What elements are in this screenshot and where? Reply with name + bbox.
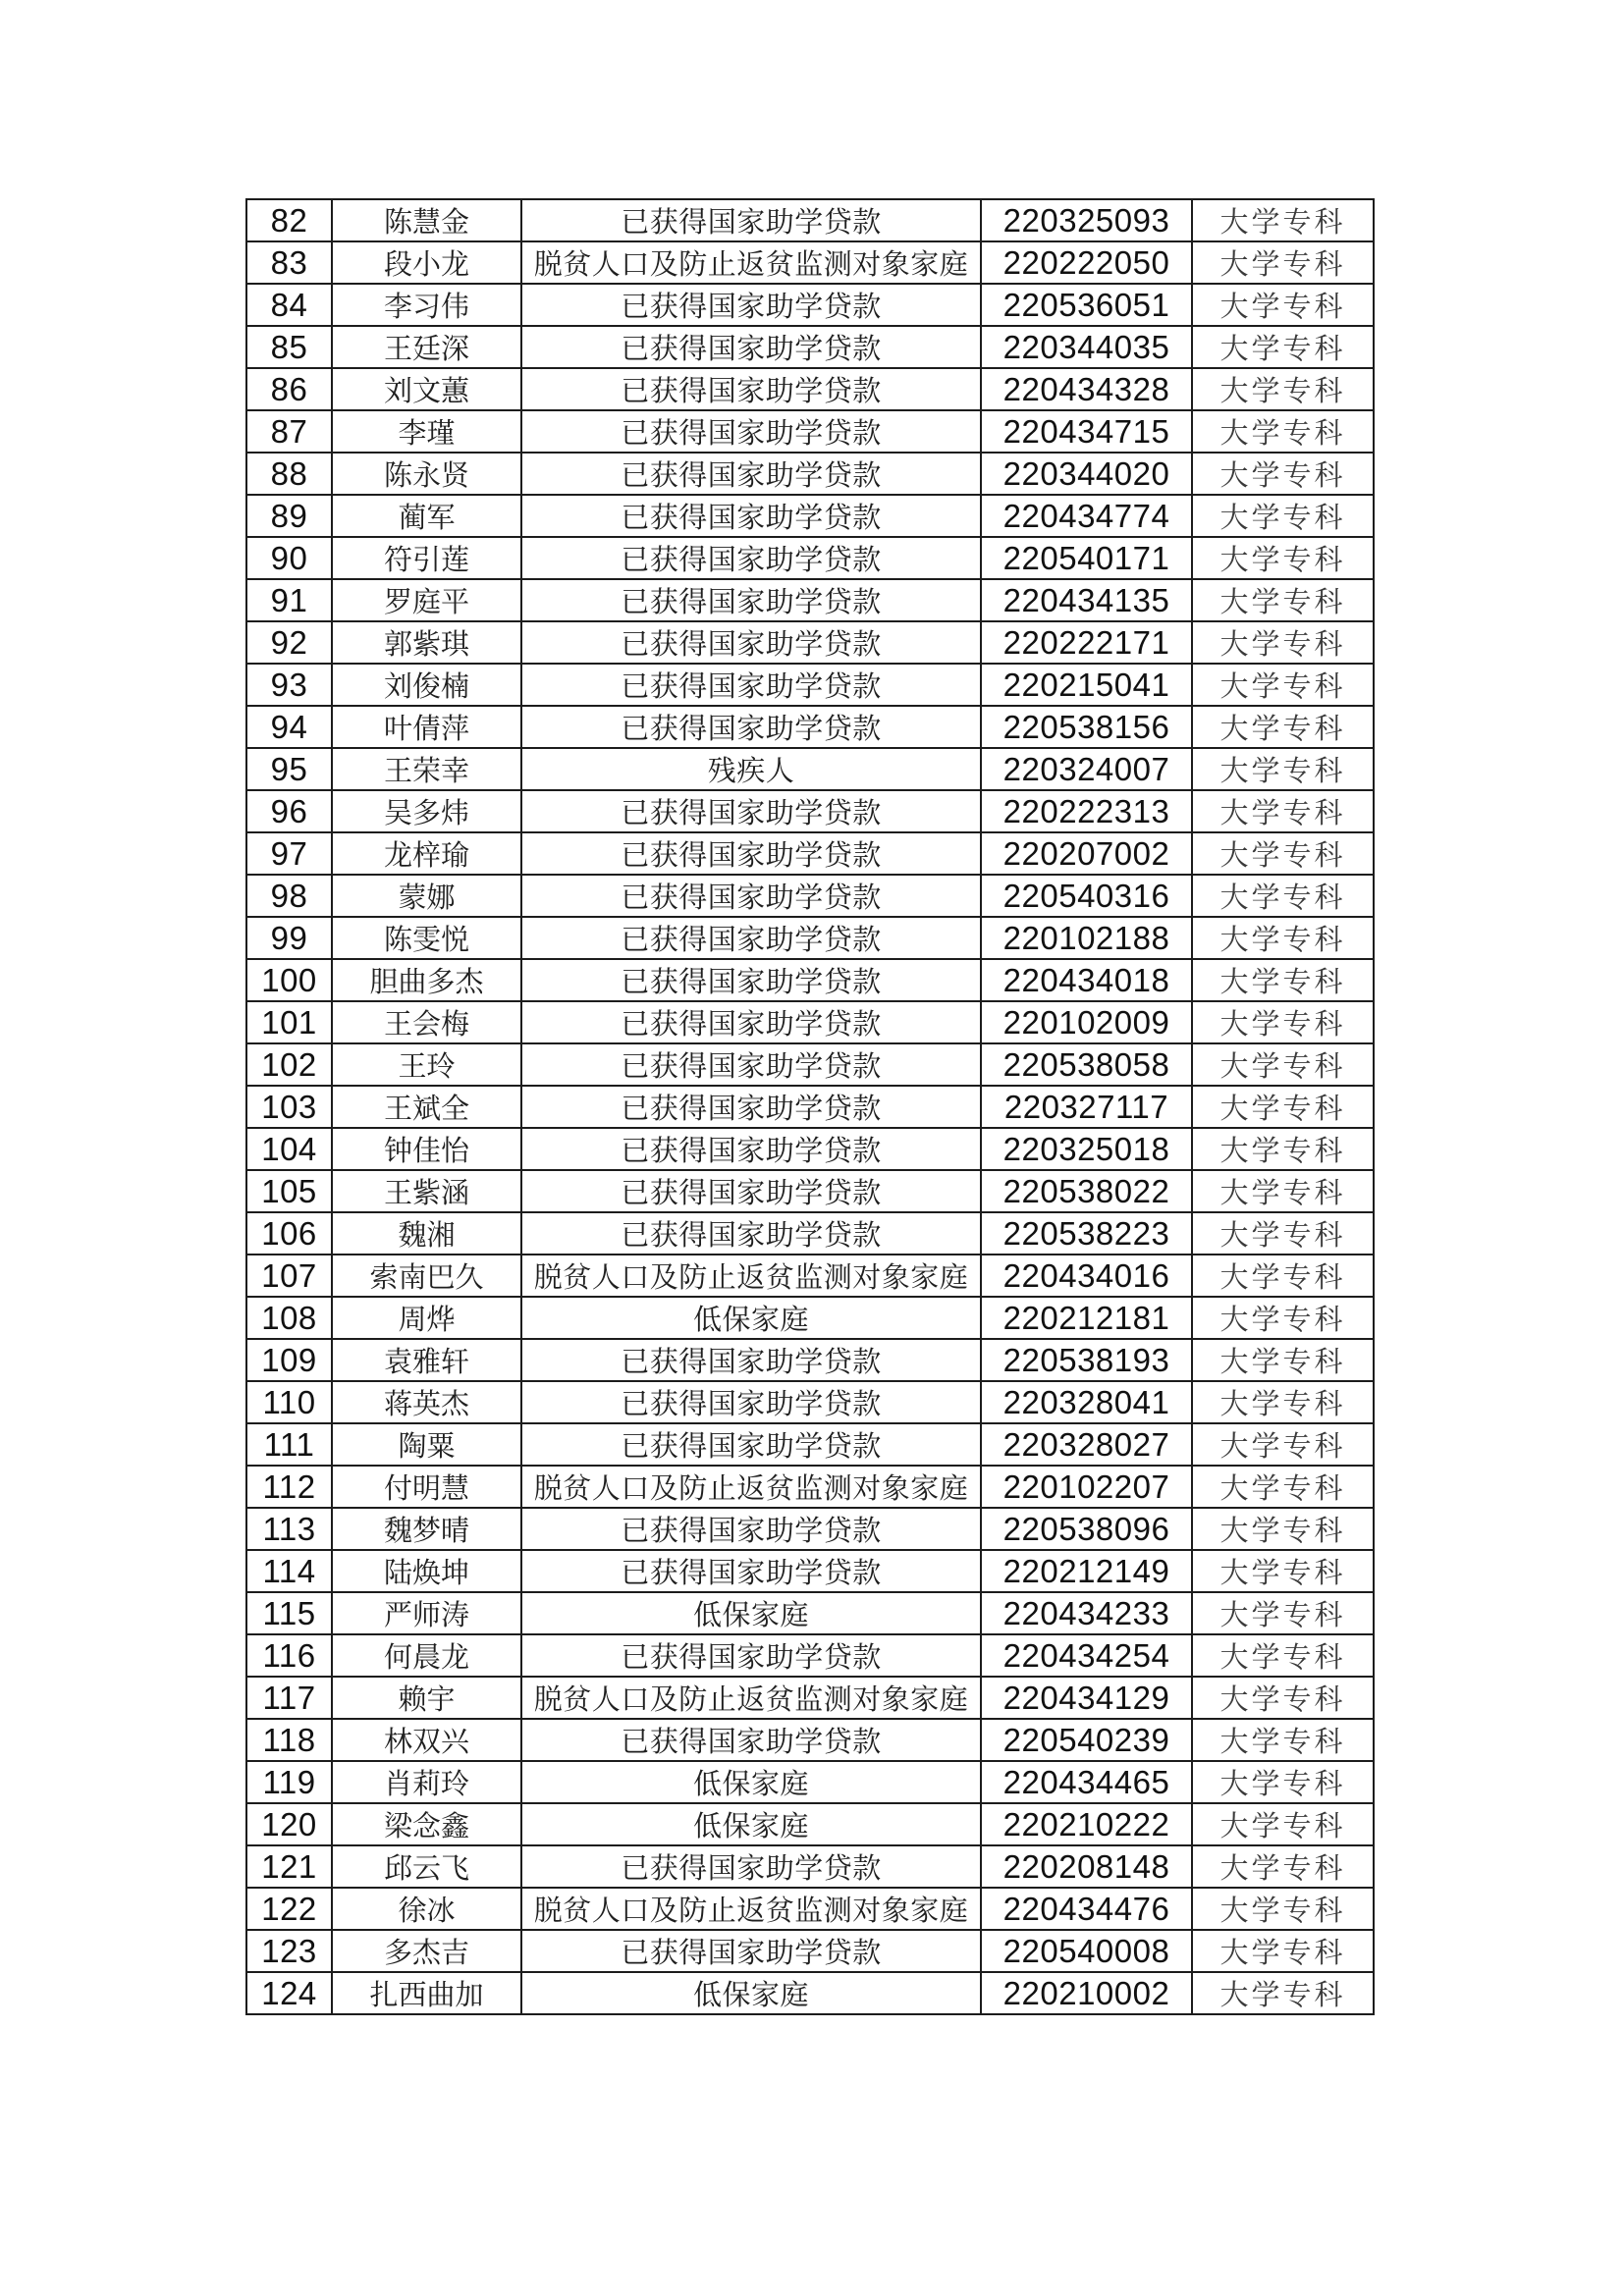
table-row [246,1508,1374,1550]
education-cell: 大学专科 [1192,1719,1374,1761]
seq-cell: 108 [246,1297,332,1339]
id-cell: 220324007 [981,748,1192,790]
education-cell: 大学专科 [1192,579,1374,621]
table-row [246,959,1374,1001]
category-cell: 已获得国家助学贷款 [521,1550,981,1592]
education-cell: 大学专科 [1192,1255,1374,1297]
name-cell: 袁雅轩 [332,1339,521,1381]
category-cell: 已获得国家助学贷款 [521,706,981,748]
category-cell: 脱贫人口及防止返贫监测对象家庭 [521,1888,981,1930]
name-cell: 陶粟 [332,1423,521,1466]
name-cell: 李习伟 [332,284,521,326]
education-cell: 大学专科 [1192,1888,1374,1930]
name-cell: 王玲 [332,1043,521,1086]
name-cell: 陈慧金 [332,199,521,241]
name-cell: 王廷深 [332,326,521,368]
name-cell: 林双兴 [332,1719,521,1761]
table-row [246,1212,1374,1255]
table-row [246,875,1374,917]
id-cell: 220208148 [981,1845,1192,1888]
id-cell: 220215041 [981,664,1192,706]
category-cell: 已获得国家助学贷款 [521,917,981,959]
seq-cell: 110 [246,1381,332,1423]
id-cell: 220328027 [981,1423,1192,1466]
name-cell: 钟佳怡 [332,1128,521,1170]
seq-cell: 116 [246,1634,332,1677]
category-cell: 已获得国家助学贷款 [521,326,981,368]
name-cell: 郭紫琪 [332,621,521,664]
seq-cell: 124 [246,1972,332,2014]
seq-cell: 93 [246,664,332,706]
id-cell: 220434465 [981,1761,1192,1803]
id-cell: 220540008 [981,1930,1192,1972]
seq-cell: 112 [246,1466,332,1508]
id-cell: 220102009 [981,1001,1192,1043]
seq-cell: 101 [246,1001,332,1043]
seq-cell: 98 [246,875,332,917]
education-cell: 大学专科 [1192,1170,1374,1212]
education-cell: 大学专科 [1192,453,1374,495]
education-cell: 大学专科 [1192,495,1374,537]
seq-cell: 90 [246,537,332,579]
table-row [246,790,1374,832]
seq-cell: 106 [246,1212,332,1255]
category-cell: 已获得国家助学贷款 [521,1001,981,1043]
category-cell: 低保家庭 [521,1297,981,1339]
seq-cell: 100 [246,959,332,1001]
seq-cell: 119 [246,1761,332,1803]
category-cell: 已获得国家助学贷款 [521,1212,981,1255]
table-row [246,1086,1374,1128]
education-cell: 大学专科 [1192,1761,1374,1803]
name-cell: 徐冰 [332,1888,521,1930]
name-cell: 王斌全 [332,1086,521,1128]
education-cell: 大学专科 [1192,706,1374,748]
table-row [246,1845,1374,1888]
category-cell: 已获得国家助学贷款 [521,199,981,241]
education-cell: 大学专科 [1192,537,1374,579]
table-row [246,706,1374,748]
category-cell: 已获得国家助学贷款 [521,959,981,1001]
seq-cell: 89 [246,495,332,537]
name-cell: 陈永贤 [332,453,521,495]
id-cell: 220538022 [981,1170,1192,1212]
seq-cell: 96 [246,790,332,832]
category-cell: 已获得国家助学贷款 [521,1845,981,1888]
name-cell: 王荣幸 [332,748,521,790]
seq-cell: 121 [246,1845,332,1888]
education-cell: 大学专科 [1192,664,1374,706]
student-roster-table [245,198,1375,2015]
id-cell: 220434476 [981,1888,1192,1930]
table-row [246,199,1374,241]
table-row [246,453,1374,495]
id-cell: 220327117 [981,1086,1192,1128]
table-row [246,1550,1374,1592]
table-row [246,1972,1374,2014]
education-cell: 大学专科 [1192,959,1374,1001]
category-cell: 低保家庭 [521,1761,981,1803]
name-cell: 扎西曲加 [332,1972,521,2014]
category-cell: 已获得国家助学贷款 [521,1634,981,1677]
table-row [246,368,1374,410]
table-row [246,495,1374,537]
education-cell: 大学专科 [1192,1972,1374,2014]
education-cell: 大学专科 [1192,1086,1374,1128]
category-cell: 已获得国家助学贷款 [521,1086,981,1128]
id-cell: 220325093 [981,199,1192,241]
seq-cell: 95 [246,748,332,790]
category-cell: 已获得国家助学贷款 [521,453,981,495]
name-cell: 符引莲 [332,537,521,579]
education-cell: 大学专科 [1192,1550,1374,1592]
name-cell: 赖宇 [332,1677,521,1719]
table-row [246,410,1374,453]
name-cell: 叶倩萍 [332,706,521,748]
table-row [246,621,1374,664]
name-cell: 罗庭平 [332,579,521,621]
education-cell: 大学专科 [1192,1043,1374,1086]
seq-cell: 104 [246,1128,332,1170]
category-cell: 已获得国家助学贷款 [521,368,981,410]
table-row [246,748,1374,790]
id-cell: 220210222 [981,1803,1192,1845]
education-cell: 大学专科 [1192,832,1374,875]
seq-cell: 83 [246,241,332,284]
id-cell: 220212149 [981,1550,1192,1592]
name-cell: 严师涛 [332,1592,521,1634]
category-cell: 已获得国家助学贷款 [521,1339,981,1381]
name-cell: 李瑾 [332,410,521,453]
id-cell: 220102207 [981,1466,1192,1508]
seq-cell: 85 [246,326,332,368]
name-cell: 王会梅 [332,1001,521,1043]
education-cell: 大学专科 [1192,1466,1374,1508]
category-cell: 已获得国家助学贷款 [521,537,981,579]
category-cell: 已获得国家助学贷款 [521,495,981,537]
education-cell: 大学专科 [1192,1128,1374,1170]
education-cell: 大学专科 [1192,1297,1374,1339]
seq-cell: 113 [246,1508,332,1550]
id-cell: 220538223 [981,1212,1192,1255]
seq-cell: 86 [246,368,332,410]
category-cell: 已获得国家助学贷款 [521,875,981,917]
name-cell: 付明慧 [332,1466,521,1508]
name-cell: 魏湘 [332,1212,521,1255]
table-row [246,241,1374,284]
seq-cell: 107 [246,1255,332,1297]
name-cell: 陆焕坤 [332,1550,521,1592]
id-cell: 220434254 [981,1634,1192,1677]
category-cell: 已获得国家助学贷款 [521,621,981,664]
name-cell: 蒙娜 [332,875,521,917]
table-row [246,1761,1374,1803]
table-row [246,1888,1374,1930]
id-cell: 220102188 [981,917,1192,959]
category-cell: 已获得国家助学贷款 [521,664,981,706]
id-cell: 220434715 [981,410,1192,453]
name-cell: 吴多炜 [332,790,521,832]
table-row [246,1128,1374,1170]
category-cell: 脱贫人口及防止返贫监测对象家庭 [521,1255,981,1297]
seq-cell: 99 [246,917,332,959]
name-cell: 梁念鑫 [332,1803,521,1845]
table-row [246,917,1374,959]
id-cell: 220540239 [981,1719,1192,1761]
name-cell: 蒋英杰 [332,1381,521,1423]
education-cell: 大学专科 [1192,410,1374,453]
education-cell: 大学专科 [1192,199,1374,241]
name-cell: 刘俊楠 [332,664,521,706]
seq-cell: 82 [246,199,332,241]
education-cell: 大学专科 [1192,917,1374,959]
education-cell: 大学专科 [1192,875,1374,917]
id-cell: 220434774 [981,495,1192,537]
category-cell: 已获得国家助学贷款 [521,1508,981,1550]
id-cell: 220538096 [981,1508,1192,1550]
table-row [246,1297,1374,1339]
category-cell: 低保家庭 [521,1803,981,1845]
seq-cell: 118 [246,1719,332,1761]
name-cell: 王紫涵 [332,1170,521,1212]
education-cell: 大学专科 [1192,1592,1374,1634]
table-row [246,1170,1374,1212]
seq-cell: 114 [246,1550,332,1592]
id-cell: 220344020 [981,453,1192,495]
name-cell: 刘文蕙 [332,368,521,410]
name-cell: 陈雯悦 [332,917,521,959]
table-row [246,1001,1374,1043]
id-cell: 220222050 [981,241,1192,284]
table-row [246,832,1374,875]
seq-cell: 117 [246,1677,332,1719]
table-row [246,537,1374,579]
id-cell: 220540171 [981,537,1192,579]
id-cell: 220210002 [981,1972,1192,2014]
seq-cell: 94 [246,706,332,748]
category-cell: 已获得国家助学贷款 [521,1043,981,1086]
id-cell: 220434328 [981,368,1192,410]
education-cell: 大学专科 [1192,368,1374,410]
category-cell: 已获得国家助学贷款 [521,1128,981,1170]
seq-cell: 88 [246,453,332,495]
education-cell: 大学专科 [1192,1001,1374,1043]
table-row [246,1339,1374,1381]
category-cell: 脱贫人口及防止返贫监测对象家庭 [521,241,981,284]
table-row [246,326,1374,368]
seq-cell: 102 [246,1043,332,1086]
seq-cell: 109 [246,1339,332,1381]
category-cell: 已获得国家助学贷款 [521,579,981,621]
table-row [246,1466,1374,1508]
category-cell: 已获得国家助学贷款 [521,1719,981,1761]
category-cell: 脱贫人口及防止返贫监测对象家庭 [521,1677,981,1719]
category-cell: 低保家庭 [521,1972,981,2014]
education-cell: 大学专科 [1192,284,1374,326]
table-row [246,1803,1374,1845]
education-cell: 大学专科 [1192,1930,1374,1972]
category-cell: 已获得国家助学贷款 [521,410,981,453]
education-cell: 大学专科 [1192,1423,1374,1466]
education-cell: 大学专科 [1192,621,1374,664]
name-cell: 龙梓瑜 [332,832,521,875]
category-cell: 已获得国家助学贷款 [521,1930,981,1972]
seq-cell: 87 [246,410,332,453]
education-cell: 大学专科 [1192,1845,1374,1888]
id-cell: 220538156 [981,706,1192,748]
table-row [246,1719,1374,1761]
id-cell: 220434018 [981,959,1192,1001]
id-cell: 220434016 [981,1255,1192,1297]
education-cell: 大学专科 [1192,748,1374,790]
education-cell: 大学专科 [1192,1339,1374,1381]
table-row [246,579,1374,621]
seq-cell: 97 [246,832,332,875]
name-cell: 周烨 [332,1297,521,1339]
category-cell: 已获得国家助学贷款 [521,1170,981,1212]
table-row [246,664,1374,706]
table-row [246,1634,1374,1677]
id-cell: 220538193 [981,1339,1192,1381]
table-row [246,1677,1374,1719]
id-cell: 220212181 [981,1297,1192,1339]
seq-cell: 120 [246,1803,332,1845]
table-row [246,1930,1374,1972]
id-cell: 220328041 [981,1381,1192,1423]
seq-cell: 105 [246,1170,332,1212]
category-cell: 已获得国家助学贷款 [521,1423,981,1466]
education-cell: 大学专科 [1192,326,1374,368]
table-row [246,284,1374,326]
category-cell: 已获得国家助学贷款 [521,790,981,832]
id-cell: 220207002 [981,832,1192,875]
id-cell: 220538058 [981,1043,1192,1086]
table-row [246,1423,1374,1466]
id-cell: 220222313 [981,790,1192,832]
education-cell: 大学专科 [1192,1677,1374,1719]
education-cell: 大学专科 [1192,1634,1374,1677]
name-cell: 肖莉玲 [332,1761,521,1803]
education-cell: 大学专科 [1192,1508,1374,1550]
category-cell: 低保家庭 [521,1592,981,1634]
category-cell: 已获得国家助学贷款 [521,832,981,875]
seq-cell: 111 [246,1423,332,1466]
table-row [246,1592,1374,1634]
category-cell: 已获得国家助学贷款 [521,284,981,326]
name-cell: 段小龙 [332,241,521,284]
name-cell: 邱云飞 [332,1845,521,1888]
seq-cell: 122 [246,1888,332,1930]
education-cell: 大学专科 [1192,1803,1374,1845]
name-cell: 蔺军 [332,495,521,537]
table-row [246,1043,1374,1086]
id-cell: 220434129 [981,1677,1192,1719]
id-cell: 220540316 [981,875,1192,917]
name-cell: 何晨龙 [332,1634,521,1677]
name-cell: 胆曲多杰 [332,959,521,1001]
name-cell: 索南巴久 [332,1255,521,1297]
roster-table-body [246,199,1374,2014]
id-cell: 220344035 [981,326,1192,368]
id-cell: 220325018 [981,1128,1192,1170]
id-cell: 220536051 [981,284,1192,326]
education-cell: 大学专科 [1192,1212,1374,1255]
category-cell: 残疾人 [521,748,981,790]
education-cell: 大学专科 [1192,241,1374,284]
id-cell: 220434233 [981,1592,1192,1634]
table-row [246,1381,1374,1423]
name-cell: 多杰吉 [332,1930,521,1972]
table-row [246,1255,1374,1297]
seq-cell: 103 [246,1086,332,1128]
id-cell: 220434135 [981,579,1192,621]
seq-cell: 84 [246,284,332,326]
name-cell: 魏梦晴 [332,1508,521,1550]
education-cell: 大学专科 [1192,1381,1374,1423]
seq-cell: 92 [246,621,332,664]
education-cell: 大学专科 [1192,790,1374,832]
category-cell: 已获得国家助学贷款 [521,1381,981,1423]
seq-cell: 115 [246,1592,332,1634]
category-cell: 脱贫人口及防止返贫监测对象家庭 [521,1466,981,1508]
seq-cell: 123 [246,1930,332,1972]
seq-cell: 91 [246,579,332,621]
id-cell: 220222171 [981,621,1192,664]
